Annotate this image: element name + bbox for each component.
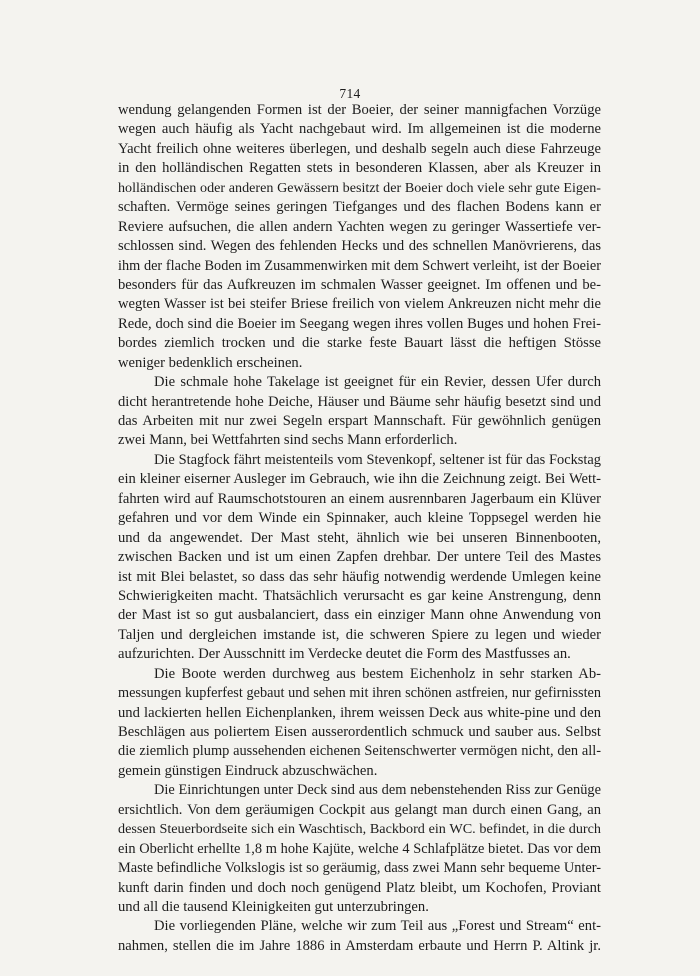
paragraph [118,917,601,956]
text-line: die ziemlich plump aussehenden eichenen Seitenschwerter vermögen nicht, den all- [118,743,601,760]
body-text [118,101,601,956]
paragraph [118,373,601,451]
text-line: ein Oberlicht erhellte 1,8 m hohe Kajüte, welche 4 Schlafplätze bietet. Das vor dem [118,840,601,857]
text-line: Reviere aufsuchen, die allen andern Yachten wegen zu geringer Wassertiefe ver- [118,218,601,235]
text-line: schlossen sind. Wegen des fehlenden Hecks und des schnellen Manövrierens, das [118,238,601,255]
text-line: und da angewendet. Der Mast steht, ähnlich wie bei unseren Binnenbooten, [118,529,601,546]
text-line: ist mit Blei belastet, so dass das sehr häufig notwendig werdende Umlegen keine [118,568,601,585]
text-line: Maste befindliche Volkslogis ist so geräumig, dass zwei Mann sehr bequeme Unter- [118,860,601,877]
paragraph [118,665,601,782]
text-line: der Mast ist so gut ausbalanciert, dass ein einziger Mann ohne Anwendung von [118,607,601,624]
text-line: ersichtlich. Von dem geräumigen Cockpit aus gelangt man durch einen Gang, an [118,801,601,818]
text-line: ein kleiner eiserner Ausleger im Gebrauch, wie ihn die Zeichnung zeigt. Bei Wett- [118,471,601,488]
paragraph [118,451,601,665]
text-line: und lackierten hellen Eichenplanken, ihrem weissen Deck aus white-pine und den [118,704,601,721]
text-line: holländischen oder anderen Gewässern besitzt der Boeier doch viele sehr gute Eigen- [118,179,601,196]
text-line: messungen kupferfest gebaut und sehen mit ihren schönen astfreien, nur gefirnissten [118,685,601,702]
text-line: zwischen Backen und ist um einen Zapfen drehbar. Der untere Teil des Mastes [118,549,601,566]
text-line: wegen auch häufig als Yacht nachgebaut wird. Im allgemeinen ist die moderne [118,121,601,138]
text-line: und all die tausend Kleinigkeiten gut unterzubringen. [118,898,429,915]
text-line: Die Einrichtungen unter Deck sind aus dem nebenstehenden Riss zur Genüge [154,782,601,799]
text-line: schaften. Vermöge seines geringen Tiefganges und des flachen Bodens kann er [118,199,601,216]
text-line: Yacht freilich ohne weiteres überlegen, und deshalb segeln auch diese Fahrzeuge [118,140,601,157]
text-line: Beschlägen aus poliertem Eisen ausserordentlich schmuck und sauber aus. Selbst [118,724,601,740]
text-line: wegten Wasser ist bei steifer Briese freilich von vielem Ankreuzen nicht mehr die [118,296,601,313]
text-line: Taljen und dergleichen imstande ist, die schweren Spiere zu legen und wieder [118,626,601,643]
text-line: ihm der flache Boden im Zusammenwirken mit dem Schwert verleiht, ist der Boeier [118,257,601,274]
text-line: aufzurichten. Der Ausschnitt im Verdecke deutet die Form des Mastfusses an. [118,646,571,663]
text-line: besonders für das Aufkreuzen im schmalen Wasser geeignet. Im offenen und be- [118,276,601,293]
text-line: das Arbeiten mit nur zwei Segeln erspart Mannschaft. Für gewöhnlich genügen [118,413,601,429]
text-line: Schwierigkeiten macht. Thatsächlich verursacht es gar keine Anstrengung, denn [118,587,601,604]
page-number: 714 [339,86,361,101]
text-line: fahrten wird auf Raumschotstouren an einem ausrennbaren Jagerbaum ein Klüver [118,490,601,507]
paragraph [118,781,601,917]
text-line: Rede, doch sind die Boeier im Seegang wegen ihres vollen Buges und hohen Frei- [118,315,601,332]
text-line: zwei Mann, bei Wettfahrten sind sechs Mann erforderlich. [118,432,458,449]
text-line: nahmen, stellen die im Jahre 1886 in Amsterdam erbaute und Herrn P. Altink jr. [118,937,601,954]
text-line: in den holländischen Regatten stets in besonderen Klassen, aber als Kreuzer in [118,160,601,177]
text-line: weniger bedenklich erscheinen. [118,354,303,371]
text-line: dessen Steuerbordseite sich ein Waschtisch, Backbord ein WC. befindet, in die durch [118,821,601,838]
text-line: wendung gelangenden Formen ist der Boeier, der seiner mannigfachen Vorzüge [118,102,601,118]
text-line: Die Stagfock fährt meistenteils vom Stevenkopf, seltener ist für das Fockstag [154,451,601,468]
paragraph [118,101,601,373]
text-line: gefahren und vor dem Winde ein Spinnaker, auch kleine Toppsegel werden hie [118,510,601,527]
text-line: Die Boote werden durchweg aus bestem Eichenholz in sehr starken Ab- [154,665,601,682]
text-line: kunft darin finden und doch noch genügend Platz bleibt, um Kochofen, Proviant [118,879,601,896]
text-line: Die schmale hohe Takelage ist geeignet für ein Revier, dessen Ufer durch [154,374,601,391]
text-line: gemein günstigen Eindruck abzuschwächen. [118,762,378,779]
text-line: Die vorliegenden Pläne, welche wir zum Teil aus „Forest und Stream“ ent- [154,918,601,935]
text-line: dicht herantretende hohe Deiche, Häuser und Bäume sehr häufig besetzt sind und [118,393,601,410]
text-line: bordes ziemlich trocken und die starke feste Bauart lässt die heftigen Stösse [118,335,601,352]
